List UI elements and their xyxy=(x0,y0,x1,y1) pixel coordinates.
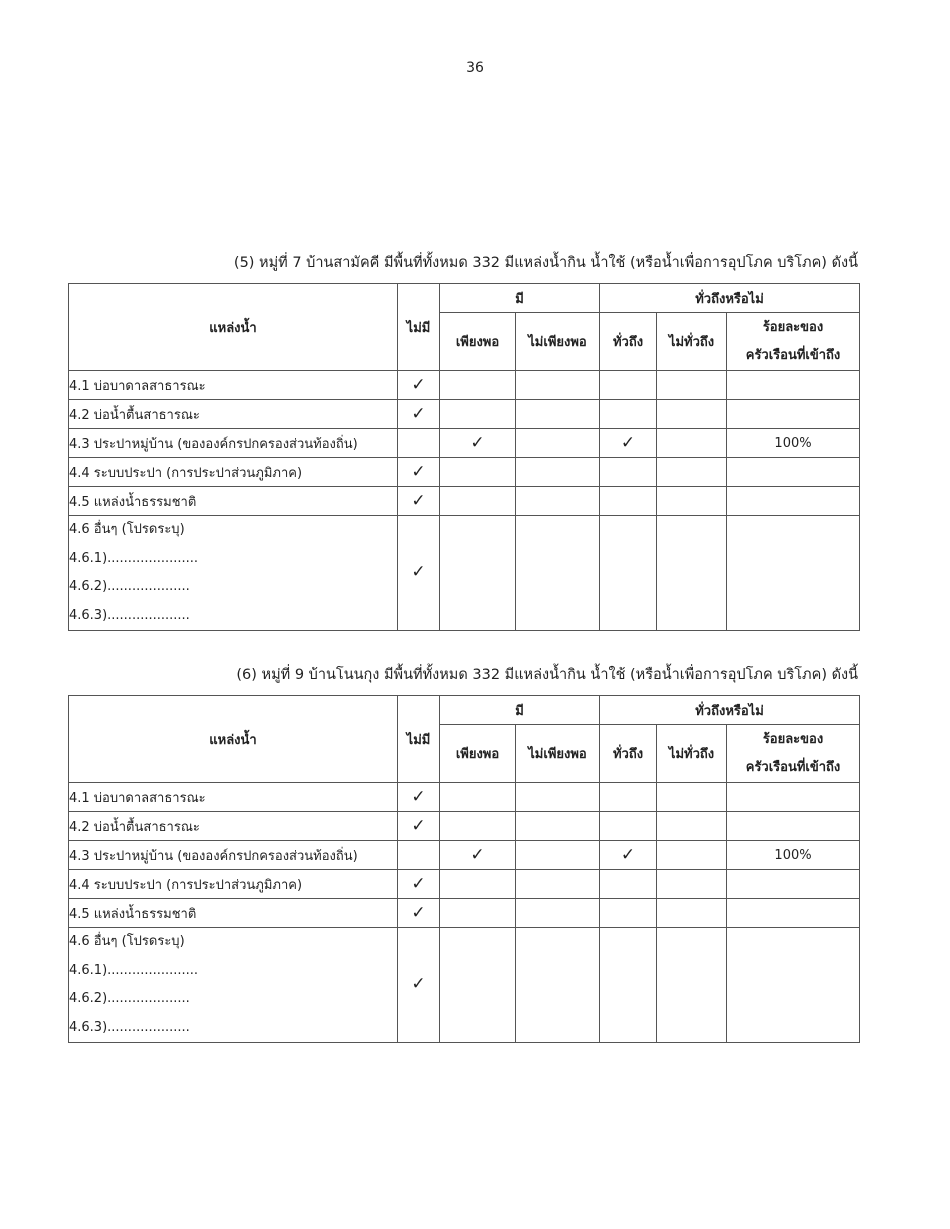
check-mark-icon: ✓ xyxy=(411,874,426,894)
source-label: 4.3 ประปาหมู่บ้าน (ขององค์กรปกครองส่วนท้องถิ่น) xyxy=(69,841,398,870)
empty-cell xyxy=(440,516,516,631)
cell-percent: 100% xyxy=(727,841,860,870)
table-row-other xyxy=(69,928,860,1043)
check-mark-icon: ✓ xyxy=(411,561,426,582)
section-title: (6) หมู่ที่ 9 บ้านโนนกุง มีพื้นที่ทั้งหมด 332 มีแหล่งน้ำกิน น้ำใช้ (หรือน้ำเพื่อการอุปโภค บริโภค) ดังนี้ xyxy=(236,667,858,683)
empty-cell xyxy=(516,928,600,1043)
other-sub-item: 4.6.2).................... xyxy=(69,579,190,594)
cell-covered xyxy=(600,870,657,899)
table-row xyxy=(69,870,860,899)
table-row xyxy=(69,371,860,400)
cell-none xyxy=(398,429,440,458)
cell-sufficient xyxy=(440,841,516,870)
other-sub-item: 4.6.2).................... xyxy=(69,991,190,1006)
source-label: 4.4 ระบบประปา (การประปาส่วนภูมิภาค) xyxy=(69,458,398,487)
header-coverage: ทั่วถึงหรือไม่ xyxy=(600,284,860,313)
table-row-other xyxy=(69,516,860,631)
cell-none xyxy=(398,870,440,899)
header-water-source: แหล่งน้ำ xyxy=(69,696,398,783)
cell-sufficient xyxy=(440,371,516,400)
table-row xyxy=(69,458,860,487)
water-source-table xyxy=(68,283,860,631)
source-label: 4.1 บ่อบาดาลสาธารณะ xyxy=(69,783,398,812)
header-percent-line2: ครัวเรือนที่เข้าถึง xyxy=(745,759,841,775)
header-coverage: ทั่วถึงหรือไม่ xyxy=(600,696,860,725)
cell-percent xyxy=(727,371,860,400)
cell-not-covered xyxy=(657,783,727,812)
header-percent-line2: ครัวเรือนที่เข้าถึง xyxy=(745,347,841,363)
cell-not-covered xyxy=(657,870,727,899)
cell-none xyxy=(398,783,440,812)
header-sufficient: เพียงพอ xyxy=(440,725,516,783)
check-mark-icon: ✓ xyxy=(411,404,426,424)
cell-none xyxy=(398,928,440,1043)
check-mark-icon: ✓ xyxy=(411,787,426,807)
header-percent-households xyxy=(727,725,860,783)
table-row xyxy=(69,812,860,841)
check-mark-icon: ✓ xyxy=(620,845,636,865)
source-label: 4.3 ประปาหมู่บ้าน (ขององค์กรปกครองส่วนท้องถิ่น) xyxy=(69,429,398,458)
cell-none xyxy=(398,812,440,841)
source-label: 4.5 แหล่งน้ำธรรมชาติ xyxy=(69,487,398,516)
cell-sufficient xyxy=(440,812,516,841)
cell-none xyxy=(398,400,440,429)
cell-insufficient xyxy=(516,400,600,429)
source-label: 4.2 บ่อน้ำตื้นสาธารณะ xyxy=(69,400,398,429)
other-sources-cell xyxy=(69,928,398,1043)
table-row xyxy=(69,487,860,516)
cell-covered xyxy=(600,400,657,429)
empty-cell xyxy=(600,516,657,631)
cell-percent xyxy=(727,783,860,812)
cell-not-covered xyxy=(657,429,727,458)
cell-percent: 100% xyxy=(727,429,860,458)
check-mark-icon: ✓ xyxy=(411,375,426,395)
cell-none xyxy=(398,371,440,400)
empty-cell xyxy=(440,928,516,1043)
other-sub-item: 4.6.3).................... xyxy=(69,607,190,623)
cell-none xyxy=(398,458,440,487)
cell-sufficient xyxy=(440,783,516,812)
check-mark-icon: ✓ xyxy=(470,433,485,453)
header-covered: ทั่วถึง xyxy=(600,725,657,783)
source-label: 4.2 บ่อน้ำตื้นสาธารณะ xyxy=(69,812,398,841)
cell-covered xyxy=(600,812,657,841)
header-not-covered: ไม่ทั่วถึง xyxy=(657,725,727,783)
cell-not-covered xyxy=(657,841,727,870)
header-not-covered: ไม่ทั่วถึง xyxy=(657,313,727,371)
cell-insufficient xyxy=(516,487,600,516)
cell-sufficient xyxy=(440,870,516,899)
check-mark-icon: ✓ xyxy=(411,903,426,923)
cell-insufficient xyxy=(516,458,600,487)
cell-insufficient xyxy=(516,371,600,400)
cell-sufficient xyxy=(440,487,516,516)
cell-covered xyxy=(600,841,657,870)
header-water-source: แหล่งน้ำ xyxy=(69,284,398,371)
cell-sufficient xyxy=(440,400,516,429)
table-row xyxy=(69,841,860,870)
header-insufficient: ไม่เพียงพอ xyxy=(516,313,600,371)
cell-not-covered xyxy=(657,812,727,841)
empty-cell xyxy=(516,516,600,631)
other-sub-item: 4.6.1)...................... xyxy=(69,550,199,566)
header-covered: ทั่วถึง xyxy=(600,313,657,371)
check-mark-icon: ✓ xyxy=(620,433,636,453)
empty-cell xyxy=(727,928,860,1043)
cell-none xyxy=(398,487,440,516)
cell-insufficient xyxy=(516,841,600,870)
cell-sufficient xyxy=(440,899,516,928)
cell-insufficient xyxy=(516,899,600,928)
check-mark-icon: ✓ xyxy=(411,462,426,482)
source-label: 4.1 บ่อบาดาลสาธารณะ xyxy=(69,371,398,400)
cell-covered xyxy=(600,487,657,516)
cell-covered xyxy=(600,429,657,458)
other-sub-item: 4.6.1)...................... xyxy=(69,962,199,978)
source-label: 4.4 ระบบประปา (การประปาส่วนภูมิภาค) xyxy=(69,870,398,899)
check-mark-icon: ✓ xyxy=(411,491,426,511)
cell-percent xyxy=(727,899,860,928)
other-sub-item: 4.6.3).................... xyxy=(69,1019,190,1035)
empty-cell xyxy=(657,516,727,631)
check-wrap xyxy=(398,971,439,1000)
cell-insufficient xyxy=(516,429,600,458)
other-label: 4.6 อื่นๆ (โปรดระบุ) xyxy=(69,522,185,537)
check-mark-icon: ✓ xyxy=(411,816,426,836)
check-mark-icon: ✓ xyxy=(470,845,485,865)
table-row xyxy=(69,429,860,458)
header-none: ไม่มี xyxy=(398,284,440,371)
cell-percent xyxy=(727,870,860,899)
header-have: มี xyxy=(440,696,600,725)
cell-none xyxy=(398,899,440,928)
empty-cell xyxy=(600,928,657,1043)
cell-covered xyxy=(600,458,657,487)
cell-not-covered xyxy=(657,458,727,487)
empty-cell xyxy=(727,516,860,631)
table-row xyxy=(69,899,860,928)
header-insufficient: ไม่เพียงพอ xyxy=(516,725,600,783)
water-source-table xyxy=(68,695,860,1043)
cell-sufficient xyxy=(440,429,516,458)
header-none: ไม่มี xyxy=(398,696,440,783)
cell-insufficient xyxy=(516,783,600,812)
cell-none xyxy=(398,841,440,870)
check-wrap xyxy=(398,559,439,588)
cell-not-covered xyxy=(657,899,727,928)
header-percent-line1: ร้อยละของ xyxy=(762,319,824,335)
cell-covered xyxy=(600,899,657,928)
cell-percent xyxy=(727,487,860,516)
other-label: 4.6 อื่นๆ (โปรดระบุ) xyxy=(69,934,185,949)
cell-percent xyxy=(727,400,860,429)
source-label: 4.5 แหล่งน้ำธรรมชาติ xyxy=(69,899,398,928)
cell-insufficient xyxy=(516,870,600,899)
cell-insufficient xyxy=(516,812,600,841)
cell-none xyxy=(398,516,440,631)
cell-percent xyxy=(727,458,860,487)
table-row xyxy=(69,783,860,812)
cell-sufficient xyxy=(440,458,516,487)
header-have: มี xyxy=(440,284,600,313)
other-sources-cell xyxy=(69,516,398,631)
header-percent-line1: ร้อยละของ xyxy=(762,731,824,747)
page-number: 36 xyxy=(466,60,484,76)
check-mark-icon: ✓ xyxy=(411,973,426,994)
cell-not-covered xyxy=(657,400,727,429)
table-row xyxy=(69,400,860,429)
header-percent-households xyxy=(727,313,860,371)
empty-cell xyxy=(657,928,727,1043)
header-sufficient: เพียงพอ xyxy=(440,313,516,371)
cell-not-covered xyxy=(657,487,727,516)
section-title: (5) หมู่ที่ 7 บ้านสามัคคี มีพื้นที่ทั้งหมด 332 มีแหล่งน้ำกิน น้ำใช้ (หรือน้ำเพื่อการอุปโภค บริโภค) ดังนี้ xyxy=(233,255,858,271)
cell-covered xyxy=(600,371,657,400)
cell-percent xyxy=(727,812,860,841)
cell-covered xyxy=(600,783,657,812)
cell-not-covered xyxy=(657,371,727,400)
